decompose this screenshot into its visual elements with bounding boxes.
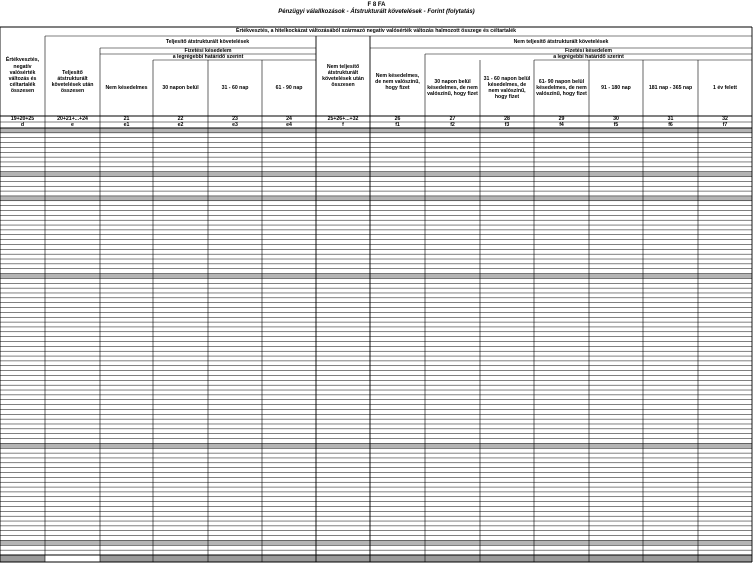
table-row-shaded xyxy=(0,196,752,201)
column-code: e2 xyxy=(177,122,184,128)
column-number: 32 xyxy=(722,116,728,122)
column-number: 21 xyxy=(123,116,130,122)
column-number: 31 xyxy=(667,116,674,122)
column-number: 20+21+...+24 xyxy=(57,116,88,122)
column-number: 29 xyxy=(558,116,565,122)
col-header-perf-30: 30 napon belül xyxy=(162,84,199,91)
column-code: f1 xyxy=(395,122,400,128)
column-code: f7 xyxy=(722,122,728,128)
performing-group-header: Teljesítő átstrukturált követelések xyxy=(165,38,250,45)
oldest-due-header-nonperforming: a legrégebbi határidő szerint xyxy=(553,54,624,60)
column-code: e xyxy=(71,122,74,128)
col-header-np-91-180: 91 - 180 nap xyxy=(601,84,631,91)
column-number: 19+20+25 xyxy=(10,116,35,122)
col-header-perf-total: Teljesítő átstrukturált követelések után összesen xyxy=(51,69,94,95)
column-code: e3 xyxy=(232,122,238,128)
column-code: f5 xyxy=(613,122,619,128)
col-header-np-181-365: 181 nap - 365 nap xyxy=(648,84,693,91)
payment-delay-header-performing: Fizetési késedelem xyxy=(184,48,232,54)
table-row-shaded xyxy=(0,172,752,177)
column-code: d xyxy=(20,122,25,128)
col-header-np-31-60: 31 - 60 napon belül késedelmes, de nem valószínű, hogy fizet xyxy=(483,75,531,101)
column-code: e4 xyxy=(286,122,292,128)
form-code: F 8 FA xyxy=(367,2,386,8)
document-title: Pénzügyi válallkozások - Átstrukturált követelések - Forint (folytatás) xyxy=(278,9,475,15)
table-row-shaded xyxy=(0,540,752,545)
nonperforming-group-header: Nem teljesítő átstrukturált követelések xyxy=(513,38,609,45)
column-code: f4 xyxy=(559,122,564,128)
table-row-shaded xyxy=(0,274,752,279)
col-header-total: Értékvesztés, negatív valósérték változás és céltartalék összesen xyxy=(5,57,40,95)
column-number: 23 xyxy=(232,116,238,122)
table-row-shaded xyxy=(0,443,752,448)
column-number: 25+26+...+32 xyxy=(327,116,359,122)
table-top-header: Értékvesztés, a hitelkockázat változásából származó negatív valósérték változás halmozott összege és céltartalék xyxy=(236,28,516,35)
column-number: 24 xyxy=(286,116,292,122)
table-row-shaded xyxy=(0,128,752,133)
col-header-np-total: Nem teljesítő átstrukturált követelések után összesen xyxy=(322,63,364,89)
payment-delay-header-nonperforming: Fizetési késedelem xyxy=(564,48,612,54)
oldest-due-header-performing: a legrégebbi határidő szerint xyxy=(172,54,244,60)
column-number: 27 xyxy=(449,116,456,122)
col-header-np-61-90: 61- 90 napon belül késedelmes, de nem valószínű, hogy fizet xyxy=(536,78,587,98)
col-header-np-30: 30 napon belül késedelmes, de nem valószínű, hogy fizet xyxy=(427,78,478,98)
column-code: f6 xyxy=(668,122,673,128)
column-number: 28 xyxy=(504,116,510,122)
col-header-np-1y: 1 év felett xyxy=(713,84,737,91)
table-footer-cell xyxy=(45,555,100,562)
col-header-perf-no-delay: Nem késedelmes xyxy=(105,84,148,91)
column-code: f xyxy=(342,122,344,128)
column-code: f3 xyxy=(504,122,510,128)
column-number: 26 xyxy=(394,116,401,122)
column-number: 22 xyxy=(177,116,184,122)
col-header-np-unlikely: Nem késedelmes, de nem valószínű, hogy fizet xyxy=(375,72,420,92)
col-header-perf-31-60: 31 - 60 nap xyxy=(221,84,249,91)
col-header-perf-61-90: 61 - 90 nap xyxy=(275,84,303,91)
column-code: f2 xyxy=(450,122,455,128)
column-number: 30 xyxy=(613,116,619,122)
column-code: e1 xyxy=(123,122,130,128)
table-footer-band xyxy=(0,555,752,562)
